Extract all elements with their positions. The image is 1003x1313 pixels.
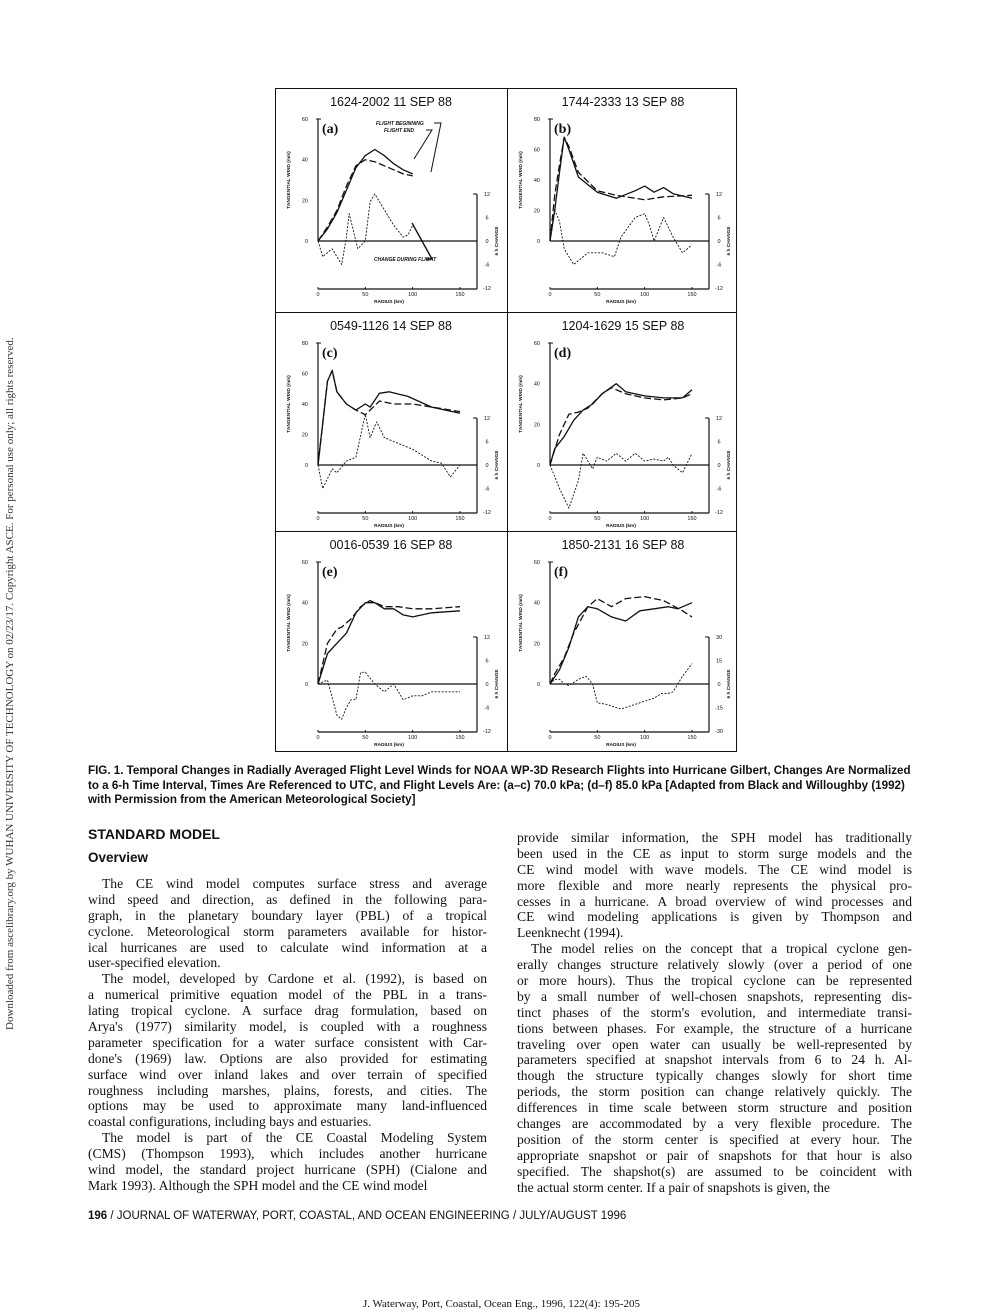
panel-c — [276, 313, 507, 534]
x-tick-label: 50 — [362, 292, 369, 298]
chart-svg — [508, 89, 739, 310]
y2-tick-label: 12 — [715, 416, 723, 422]
series-flight-beginning — [318, 371, 460, 466]
chart-svg — [508, 313, 739, 534]
y2-tick-label: 6 — [485, 658, 489, 665]
y-tick-label: 0 — [304, 239, 308, 245]
text-line: user-specified elevation. — [88, 955, 221, 971]
section-heading: STANDARD MODEL — [88, 826, 220, 842]
text-line: Mark 1993). Although the SPH model and the CE wind model — [88, 1177, 428, 1193]
text-line: ical hurricanes are used to calculate wind information at a — [88, 939, 487, 955]
x-tick-label: 150 — [455, 516, 465, 522]
text-line: periods, the storm position can change relatively quickly. The — [517, 1084, 912, 1100]
y2-tick-label: 6 — [717, 215, 721, 222]
text-line: more flexible and more nearly represents the physical pro- — [517, 877, 912, 893]
y-tick-label: 0 — [536, 463, 540, 469]
x-tick-label: 0 — [316, 516, 320, 522]
x-axis-label: RADIUS (km) — [374, 300, 404, 305]
y2-axis-label: 6 h CHANGE — [495, 450, 500, 480]
series-flight-end — [550, 137, 692, 241]
text-line: or more hours). Thus the tropical cyclone can be represented — [517, 973, 912, 989]
x-axis-label: RADIUS (km) — [606, 743, 636, 748]
panel-title: 1850-2131 16 SEP 88 — [561, 538, 685, 552]
y-tick-label: 20 — [301, 432, 308, 439]
y-tick-label: 40 — [301, 157, 308, 164]
y-tick-label: 60 — [533, 341, 540, 347]
chart-svg — [276, 89, 507, 310]
y2-tick-label: -12 — [715, 286, 723, 292]
y-tick-label: 20 — [301, 641, 308, 648]
figure-caption: FIG. 1. Temporal Changes in Radially Averaged Flight Level Winds for NOAA WP-3D Research Flights into Hurricane Gilbert, Changes Are Normalized to a 6-h Time Interval, Times Are Referenced to UTC, and Flight Levels Are: (a–c) 70.0 kPa; (d–f) 85.0 kPa [Adapted from Black and Willoughby (1992) with Permission from the American Meteorological Society] — [88, 764, 911, 806]
x-tick-label: 100 — [640, 292, 650, 298]
panel-letter: (f) — [554, 565, 568, 580]
left-column — [88, 876, 487, 1194]
y2-tick-label: 0 — [717, 682, 721, 688]
y2-axis-label: 6 h CHANGE — [727, 669, 732, 699]
y2-tick-label: -15 — [715, 705, 723, 712]
y-tick-label: 80 — [301, 341, 308, 347]
text-line: erally changes structure relatively slowly (over a period of one — [517, 957, 912, 973]
text-line: changes are accommodated by a very flexible procedure. The — [517, 1116, 912, 1132]
text-line: Leenknecht (1994). — [517, 925, 624, 941]
series-flight-end — [318, 160, 413, 241]
x-tick-label: 150 — [455, 292, 465, 298]
subsection-heading: Overview — [88, 850, 149, 865]
text-line: differences in time scale between storm structure and position — [517, 1100, 912, 1116]
y2-tick-label: 6 — [485, 439, 489, 446]
chart-svg — [508, 532, 739, 753]
y2-tick-label: 0 — [717, 463, 721, 469]
series-change-during-flight — [550, 453, 692, 508]
figure-row-divider — [276, 531, 736, 532]
y-axis-label: TANGENTIAL WIND (m/s) — [519, 375, 524, 433]
series-flight-beginning — [318, 603, 460, 684]
citation: J. Waterway, Port, Coastal, Ocean Eng., 1996, 122(4): 195-205 — [362, 1298, 641, 1310]
panel-f — [508, 532, 739, 753]
text-line: parameter specification for a water surface consistent with Car- — [88, 1034, 487, 1050]
text-line: The CE wind model computes surface stress and average — [102, 876, 487, 891]
text-line: (CMS) (Thompson 1993), which includes another hurricane — [88, 1146, 487, 1162]
text-line: CE wind modeling applications is given by Thompson and — [517, 909, 912, 925]
series-flight-beginning — [550, 384, 692, 465]
y-tick-label: 20 — [301, 198, 308, 205]
text-line: tinct phases of the storm's evolution, and intermediate transi- — [517, 1004, 912, 1020]
series-flight-end — [318, 601, 460, 684]
y2-tick-label: 12 — [483, 635, 491, 641]
y2-axis-label: 6 h CHANGE — [727, 450, 732, 480]
y2-tick-label: 6 — [485, 215, 489, 222]
text-line: specified. The shapshot(s) are assumed to be coincident with — [517, 1163, 912, 1179]
panel-letter: (c) — [322, 346, 338, 361]
panel-title: 0016-0539 16 SEP 88 — [329, 538, 453, 552]
y-tick-label: 60 — [301, 371, 308, 378]
y2-tick-label: 6 — [717, 439, 721, 446]
y-tick-label: 40 — [533, 381, 540, 388]
x-tick-label: 50 — [362, 735, 369, 741]
text-line: The model is part of the CE Coastal Modeling System — [102, 1130, 487, 1146]
x-axis-label: RADIUS (km) — [374, 524, 404, 529]
y-axis-label: TANGENTIAL WIND (m/s) — [287, 594, 292, 652]
series-change-during-flight — [550, 664, 692, 710]
y2-tick-label: -6 — [484, 262, 490, 269]
y-tick-label: 60 — [301, 117, 308, 123]
series-flight-beginning — [550, 603, 692, 684]
x-tick-label: 150 — [687, 735, 697, 741]
text-line: parameters specified at snapshot intervals from 6 to 24 h. Al- — [517, 1052, 912, 1068]
y2-tick-label: 12 — [483, 192, 491, 198]
text-line: Arya's (1977) similarity model, is coupled with a roughness — [88, 1019, 487, 1035]
panel-title: 1744-2333 13 SEP 88 — [561, 95, 685, 109]
x-tick-label: 0 — [316, 292, 320, 298]
text-line: done's (1969) law. Options are also provided for estimating — [88, 1050, 487, 1066]
text-line: roughness including marshes, plains, forests, and cities. The — [88, 1082, 487, 1098]
figure-1 — [275, 88, 737, 752]
text-line: a numerical primitive equation model of the PBL in a trans- — [88, 987, 487, 1003]
page-footer — [88, 1210, 626, 1222]
x-tick-label: 0 — [548, 292, 552, 298]
x-tick-label: 150 — [455, 735, 465, 741]
y2-axis-label: 6 h CHANGE — [495, 226, 500, 256]
annotation-flight-end: FLIGHT END — [384, 128, 414, 134]
text-line: been used in the CE as input to storm surge models and the — [517, 845, 912, 861]
panel-b — [508, 89, 739, 310]
y-tick-label: 0 — [536, 239, 540, 245]
y2-tick-label: 30 — [715, 635, 723, 641]
panel-letter: (d) — [554, 346, 572, 361]
y-tick-label: 40 — [301, 402, 308, 408]
x-tick-label: 100 — [640, 516, 650, 522]
text-line: the actual storm center. If a pair of snapshots is given, the — [517, 1179, 830, 1195]
figure-column-divider — [507, 89, 508, 751]
text-line: CE wind model with wave models. The CE wind model is — [517, 861, 912, 877]
series-change-during-flight — [318, 672, 460, 719]
series-change-during-flight — [318, 194, 413, 265]
page-number: 196 — [88, 1210, 108, 1222]
text-line: by a small number of well-chosen snapshots, representing dis- — [517, 988, 912, 1004]
series-flight-end — [318, 371, 460, 466]
y2-tick-label: 0 — [485, 239, 489, 245]
y-tick-label: 80 — [533, 117, 540, 123]
text-line: tions between phases. For example, the structure of a hurricane — [517, 1020, 912, 1036]
text-line: coastal configurations, including bays and estuaries. — [88, 1114, 372, 1130]
y2-axis-label: 6 h CHANGE — [727, 226, 732, 256]
x-tick-label: 150 — [687, 292, 697, 298]
x-tick-label: 50 — [594, 735, 601, 741]
x-axis-label: RADIUS (km) — [606, 300, 636, 305]
chart-svg — [276, 313, 507, 534]
text-line: The model, developed by Cardone et al. (1992), is based on — [102, 971, 487, 987]
y2-tick-label: 15 — [715, 658, 723, 665]
y2-tick-label: 0 — [485, 463, 489, 469]
annotation-change-during-flight: CHANGE DURING FLIGHT — [374, 257, 437, 263]
series-change-during-flight — [318, 414, 460, 488]
text-line: position of the storm center is specified at every hour. The — [517, 1131, 912, 1147]
right-column — [517, 830, 912, 1195]
y-tick-label: 0 — [536, 682, 540, 688]
series-flight-end — [550, 388, 692, 465]
text-line: cesses in a hurricane. A broad overview of wind processes and — [517, 893, 912, 909]
y2-tick-label: 0 — [485, 682, 489, 688]
figure-row-divider — [276, 312, 736, 313]
y-tick-label: 40 — [301, 600, 308, 607]
y-tick-label: 20 — [533, 641, 540, 648]
text-line: wind model, the standard project hurricane (SPH) (Cialone and — [88, 1162, 487, 1178]
y-axis-label: TANGENTIAL WIND (m/s) — [519, 594, 524, 652]
y-tick-label: 0 — [304, 682, 308, 688]
journal-info: / JOURNAL OF WATERWAY, PORT, COASTAL, AND OCEAN ENGINEERING / JULY/AUGUST 1996 — [107, 1210, 627, 1222]
y-tick-label: 20 — [533, 422, 540, 429]
leader-line — [414, 130, 432, 159]
y2-tick-label: 12 — [483, 416, 491, 422]
x-tick-label: 50 — [594, 516, 601, 522]
series-change-during-flight — [550, 210, 692, 265]
text-line: traveling over open water can usually be well-represented by — [517, 1036, 912, 1052]
text-line: provide similar information, the SPH model has traditionally — [517, 830, 912, 845]
series-flight-beginning — [318, 150, 413, 242]
x-tick-label: 0 — [548, 516, 552, 522]
x-tick-label: 100 — [408, 735, 418, 741]
panel-letter: (b) — [554, 122, 572, 137]
x-tick-label: 100 — [640, 735, 650, 741]
panel-letter: (e) — [322, 565, 338, 580]
x-tick-label: 150 — [687, 516, 697, 522]
leader-line — [431, 123, 441, 172]
text-line: surface wind over inland lakes and over terrain of specified — [88, 1066, 487, 1082]
y-tick-label: 60 — [533, 147, 540, 154]
x-tick-label: 100 — [408, 292, 418, 298]
panel-title: 1624-2002 11 SEP 88 — [330, 95, 452, 109]
text-line: lating tropical cyclone. A surface drag formulation, based on — [88, 1003, 487, 1019]
text-line: graph, in the planetary boundary layer (PBL) of a tropical — [88, 907, 487, 923]
y2-tick-label: -6 — [716, 486, 722, 493]
y2-tick-label: -12 — [483, 286, 491, 292]
chart-svg — [276, 532, 507, 753]
x-tick-label: 50 — [594, 292, 601, 298]
y2-axis-label: 6 h CHANGE — [495, 669, 500, 699]
panel-title: 0549-1126 14 SEP 88 — [330, 319, 452, 333]
panel-d — [508, 313, 739, 534]
x-axis-label: RADIUS (km) — [606, 524, 636, 529]
y2-tick-label: -6 — [484, 705, 490, 712]
y-tick-label: 20 — [533, 208, 540, 215]
y-tick-label: 40 — [533, 600, 540, 607]
y2-tick-label: -6 — [484, 486, 490, 493]
y-tick-label: 60 — [301, 560, 308, 566]
panel-letter: (a) — [322, 122, 339, 137]
y2-tick-label: -12 — [483, 729, 491, 735]
x-axis-label: RADIUS (km) — [374, 743, 404, 748]
y2-tick-label: -12 — [715, 510, 723, 516]
x-tick-label: 100 — [408, 516, 418, 522]
download-watermark: Downloaded from ascelibrary.org by WUHAN UNIVERSITY OF TECHNOLOGY on 02/23/17. Copyright ASCE. For personal use only; all rights reserved. — [4, 337, 16, 1030]
y2-tick-label: -6 — [716, 262, 722, 269]
annotation-flight-beginning: FLIGHT BEGINNING — [376, 121, 424, 127]
y-axis-label: TANGENTIAL WIND (m/s) — [519, 151, 524, 209]
y-axis-label: TANGENTIAL WIND (m/s) — [287, 151, 292, 209]
text-line: The model relies on the concept that a tropical cyclone gen- — [531, 941, 912, 957]
y-tick-label: 40 — [533, 178, 540, 184]
panel-title: 1204-1629 15 SEP 88 — [561, 319, 685, 333]
x-tick-label: 50 — [362, 516, 369, 522]
text-line: options may be used to approximate many land-influenced — [88, 1098, 487, 1114]
x-tick-label: 0 — [316, 735, 320, 741]
y2-tick-label: 12 — [715, 192, 723, 198]
y2-tick-label: 0 — [717, 239, 721, 245]
y2-tick-label: -12 — [483, 510, 491, 516]
text-line: appropriate snapshot or pair of snapshots for that hour is also — [517, 1147, 912, 1163]
y2-tick-label: -30 — [715, 729, 723, 735]
text-line: though the structure typically changes slowly for short time — [517, 1068, 912, 1084]
panel-a — [276, 89, 507, 310]
y-tick-label: 0 — [304, 463, 308, 469]
text-line: cyclone. Meteorological storm parameters available for histor- — [88, 923, 487, 939]
x-tick-label: 0 — [548, 735, 552, 741]
y-tick-label: 60 — [533, 560, 540, 566]
y-axis-label: TANGENTIAL WIND (m/s) — [287, 375, 292, 433]
panel-e — [276, 532, 507, 753]
text-line: wind speed and direction, as defined in the following para- — [88, 891, 487, 907]
